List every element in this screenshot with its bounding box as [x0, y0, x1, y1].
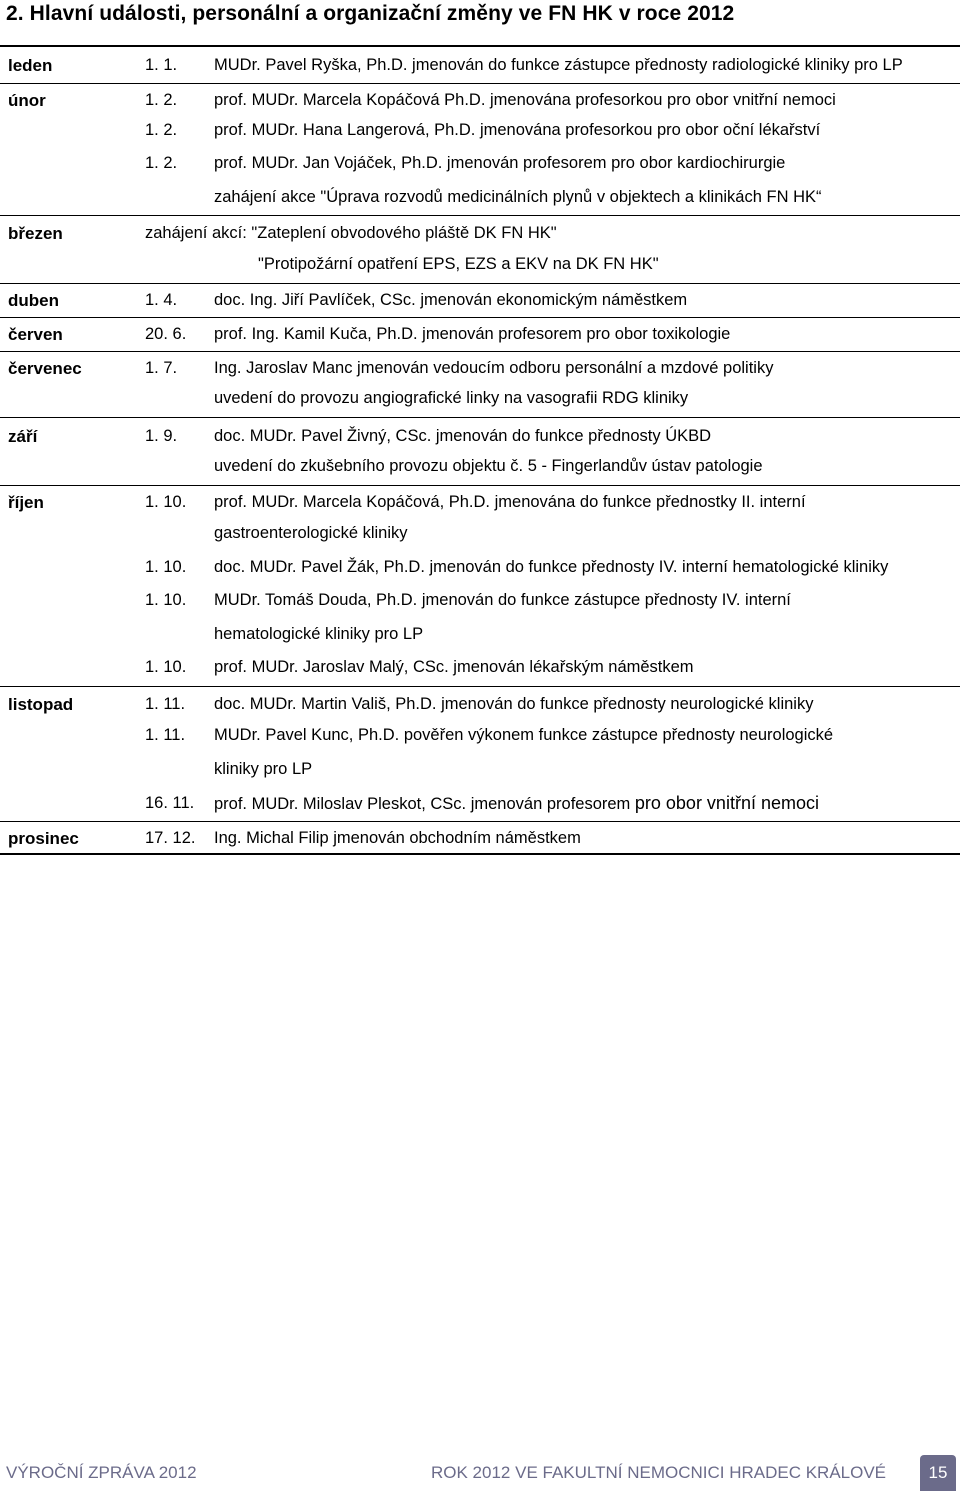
event-text: zahájení akce "Úprava rozvodů medicinálních plynů v objektech a klinikách FN HK“ — [214, 188, 822, 206]
event-text: Ing. Michal Filip jmenován obchodním náměstkem — [214, 829, 581, 847]
event-text: uvedení do provozu angiografické linky na vasografii RDG kliniky — [214, 389, 689, 407]
month-label: duben — [8, 291, 59, 310]
event-text: prof. MUDr. Jaroslav Malý, CSc. jmenován lékařským náměstkem — [214, 658, 694, 676]
event-text: doc. MUDr. Pavel Živný, CSc. jmenován do funkce přednosty ÚKBD — [214, 427, 712, 445]
table-bottom-rule — [0, 853, 960, 855]
event-text: gastroenterologické kliniky — [214, 524, 408, 542]
month-label: září — [8, 427, 38, 446]
event-date: 1. 2. — [145, 154, 178, 172]
event-date: 1. 10. — [145, 558, 187, 576]
event-text: hematologické kliniky pro LP — [214, 625, 424, 643]
row-divider — [0, 215, 960, 216]
event-date: 1. 10. — [145, 591, 187, 609]
row-divider — [0, 417, 960, 418]
event-date: 1. 9. — [145, 427, 178, 445]
event-text: prof. MUDr. Marcela Kopáčová Ph.D. jmenována profesorkou pro obor vnitřní nemoci — [214, 91, 836, 109]
page-title: 2. Hlavní události, personální a organizační změny ve FN HK v roce 2012 — [6, 2, 735, 25]
event-text: prof. Ing. Kamil Kuča, Ph.D. jmenován profesorem pro obor toxikologie — [214, 325, 731, 343]
month-label: únor — [8, 91, 46, 110]
event-date: 1. 11. — [145, 726, 186, 744]
event-date: 1. 2. — [145, 91, 178, 109]
event-date: 1. 1. — [145, 56, 178, 74]
event-text-part: pro obor vnitřní nemoci — [634, 793, 819, 813]
event-text: "Protipožární opatření EPS, EZS a EKV na DK FN HK" — [258, 255, 659, 273]
event-text: prof. MUDr. Jan Vojáček, Ph.D. jmenován profesorem pro obor kardiochirurgie — [214, 154, 786, 172]
event-date: 1. 4. — [145, 291, 178, 309]
month-label: listopad — [8, 695, 74, 714]
event-date: 1. 11. — [145, 695, 186, 713]
event-text: zahájení akcí: "Zateplení obvodového pláště DK FN HK" — [145, 224, 557, 242]
month-label: leden — [8, 56, 53, 75]
event-text: uvedení do zkušebního provozu objektu č. 5 - Fingerlandův ústav patologie — [214, 457, 763, 475]
event-text: prof. MUDr. Hana Langerová, Ph.D. jmenována profesorkou pro obor oční lékařství — [214, 121, 821, 139]
event-text: doc. Ing. Jiří Pavlíček, CSc. jmenován ekonomickým náměstkem — [214, 291, 688, 309]
title-rule — [0, 45, 960, 47]
footer-section-title: ROK 2012 VE FAKULTNÍ NEMOCNICI HRADEC KRÁLOVÉ — [431, 1463, 887, 1482]
event-text-part: prof. MUDr. Miloslav Pleskot, CSc. jmenován profesorem — [214, 795, 635, 813]
event-text: doc. MUDr. Pavel Žák, Ph.D. jmenován do funkce přednosty IV. interní hematologické kliniky — [214, 558, 889, 576]
event-date: 20. 6. — [145, 325, 187, 343]
event-date: 1. 10. — [145, 658, 187, 676]
event-date: 1. 7. — [145, 359, 178, 377]
row-divider — [0, 317, 960, 318]
row-divider — [0, 821, 960, 822]
footer-report-title: VÝROČNÍ ZPRÁVA 2012 — [6, 1463, 197, 1482]
event-text: doc. MUDr. Martin Vališ, Ph.D. jmenován do funkce přednosty neurologické kliniky — [214, 695, 814, 713]
event-text: MUDr. Tomáš Douda, Ph.D. jmenován do funkce zástupce přednosty IV. interní — [214, 591, 791, 609]
row-divider — [0, 485, 960, 486]
row-divider — [0, 686, 960, 687]
event-text: Ing. Jaroslav Manc jmenován vedoucím odboru personální a mzdové politiky — [214, 359, 774, 377]
event-date: 1. 2. — [145, 121, 178, 139]
page-number-badge: 15 — [920, 1455, 956, 1491]
event-text — [214, 793, 956, 814]
month-label: říjen — [8, 493, 44, 512]
month-label: červenec — [8, 359, 82, 378]
event-date: 16. 11. — [145, 794, 195, 812]
month-label: březen — [8, 224, 63, 243]
event-text: MUDr. Pavel Kunc, Ph.D. pověřen výkonem funkce zástupce přednosty neurologické — [214, 726, 834, 744]
event-text: kliniky pro LP — [214, 760, 313, 778]
event-text: MUDr. Pavel Ryška, Ph.D. jmenován do funkce zástupce přednosty radiologické kliniky pro LP — [214, 56, 903, 74]
month-label: prosinec — [8, 829, 79, 848]
row-divider — [0, 283, 960, 284]
row-divider — [0, 83, 960, 84]
event-date: 1. 10. — [145, 493, 187, 511]
row-divider — [0, 351, 960, 352]
event-text: prof. MUDr. Marcela Kopáčová, Ph.D. jmenována do funkce přednostky II. interní — [214, 493, 806, 511]
event-date: 17. 12. — [145, 829, 196, 847]
month-label: červen — [8, 325, 63, 344]
